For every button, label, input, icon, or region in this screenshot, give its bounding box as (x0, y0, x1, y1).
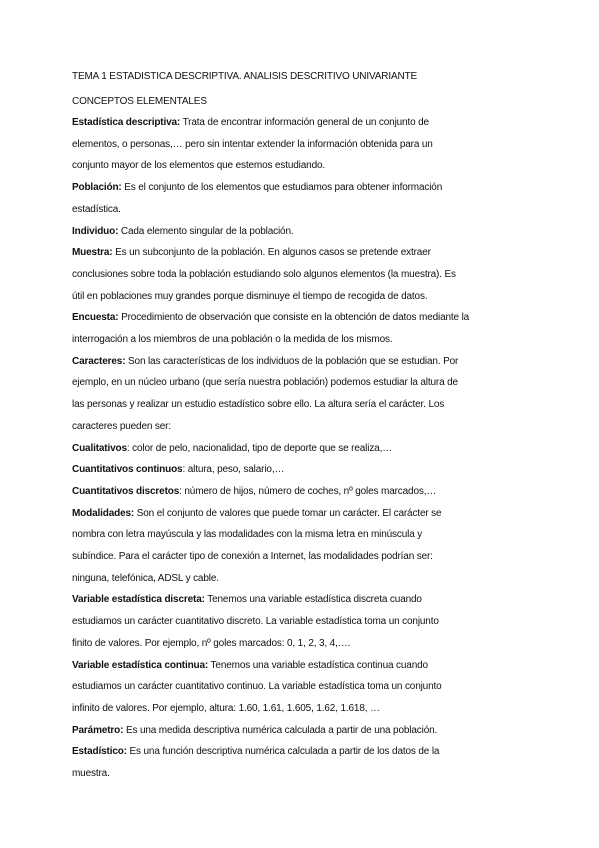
term-label: Cualitativos (72, 442, 127, 454)
line-text: Es una medida descriptiva numérica calculada a partir de una población. (123, 724, 438, 736)
body-line (72, 376, 458, 390)
body-line (72, 420, 171, 434)
line-text: interrogación a los miembros de una población o la medida de los mismos. (72, 334, 393, 345)
term-label: Cuantitativos continuos (72, 464, 183, 476)
line-text: ninguna, telefónica, ADSL y cable. (72, 572, 219, 584)
document-title: TEMA 1 ESTADISTICA DESCRIPTIVA. ANALISIS DESCRITIVO UNIVARIANTE (72, 71, 418, 82)
body-line (72, 203, 121, 217)
term-label: Estadístico: (72, 746, 127, 758)
line-text: finito de valores. Por ejemplo, nº goles marcados: 0, 1, 2, 3, 4,…. (72, 637, 351, 649)
line-text: Cada elemento singular de la población. (118, 225, 294, 237)
line-text: Es un subconjunto de la población. En algunos casos se pretende extraer (112, 247, 431, 259)
body-line (72, 724, 437, 738)
body-line (72, 333, 393, 347)
body-line (72, 138, 433, 152)
line-text: : número de hijos, número de coches, nº goles marcados,… (179, 485, 437, 497)
line-text: conjunto mayor de los elementos que estemos estudiando. (72, 160, 326, 172)
body-line (72, 355, 458, 369)
term-label: Variable estadística continua: (72, 659, 209, 671)
section-heading: CONCEPTOS ELEMENTALES (72, 96, 207, 107)
line-text: Tenemos una variable estadística continua cuando (208, 659, 428, 671)
line-text: estudiamos un carácter cuantitativo continuo. La variable estadística toma un conjunto (72, 681, 442, 693)
body-line (72, 572, 219, 586)
line-text: útil en poblaciones muy grandes porque disminuye el tiempo de recogida de datos. (72, 290, 428, 302)
term-label: Caracteres: (72, 355, 126, 367)
line-text: estudiamos un carácter cuantitativo discreto. La variable estadística toma un conjunto (72, 616, 439, 628)
body-line (72, 181, 442, 195)
term-label: Muestra: (72, 247, 113, 259)
body-line (72, 680, 442, 694)
line-text: Es una función descriptiva numérica calculada a partir de los datos de la (126, 746, 440, 758)
term-label: Modalidades: (72, 507, 135, 519)
line-text: caracteres pueden ser: (72, 420, 171, 432)
body-line (72, 116, 429, 130)
line-text: Trata de encontrar información general de un conjunto de (180, 117, 429, 128)
body-line (72, 745, 439, 759)
term-label: Individuo: (72, 225, 119, 237)
body-line (72, 225, 294, 239)
body-line (72, 268, 456, 282)
line-text: elementos, o personas,… pero sin intentar extender la información obtenida para un (72, 138, 433, 150)
body-line (72, 702, 380, 716)
line-text: : altura, peso, salario,… (182, 464, 285, 476)
body-line (72, 507, 441, 521)
line-text: conclusiones sobre toda la población estudiando solo algunos elementos (la muestra). Es (72, 268, 456, 280)
line-text: nombra con letra mayúscula y las modalidades con la misma letra en minúscula y (72, 529, 423, 541)
body-line (72, 463, 284, 477)
body-line (72, 615, 439, 629)
body-line (72, 550, 433, 564)
line-text: Son las características de los individuos de la población que se estudian. Por (125, 355, 459, 367)
line-text: muestra. (72, 768, 110, 779)
line-text: Procedimiento de observación que consiste en la obtención de datos mediante la (118, 312, 470, 324)
line-text: estadística. (72, 203, 121, 215)
body-line (72, 528, 422, 542)
line-text: Son el conjunto de valores que puede tomar un carácter. El carácter se (134, 507, 442, 519)
line-text: Tenemos una variable estadística discreta cuando (204, 594, 422, 606)
term-label: Población: (72, 182, 122, 194)
body-line (72, 593, 422, 607)
term-label: Encuesta: (72, 312, 119, 324)
line-text: Es el conjunto de los elementos que estudiamos para obtener información (121, 182, 443, 194)
body-line (72, 159, 325, 173)
body-line (72, 637, 350, 651)
line-text: subíndice. Para el carácter tipo de conexión a Internet, las modalidades podrían ser: (72, 551, 433, 562)
body-line (72, 659, 428, 673)
line-text: : color de pelo, nacionalidad, tipo de deporte que se realiza,… (126, 442, 393, 454)
line-text: ejemplo, en un núcleo urbano (que sería nuestra población) podemos estudiar la altura de (72, 377, 458, 389)
term-label: Parámetro: (72, 724, 124, 736)
body-line (72, 311, 469, 325)
body-line (72, 767, 110, 781)
body-line (72, 485, 436, 499)
line-text: las personas y realizar un estudio estadístico sobre ello. La altura sería el carácter. Los (72, 399, 445, 411)
body-line (72, 442, 392, 456)
line-text: infinito de valores. Por ejemplo, altura: 1.60, 1.61, 1.605, 1.62, 1.618, … (72, 702, 380, 714)
term-label: Cuantitativos discretos (72, 485, 180, 497)
body-line (72, 398, 444, 412)
term-label: Variable estadística discreta: (72, 594, 205, 606)
body-line (72, 246, 431, 260)
term-label: Estadística descriptiva: (72, 117, 181, 128)
body-line (72, 290, 427, 304)
